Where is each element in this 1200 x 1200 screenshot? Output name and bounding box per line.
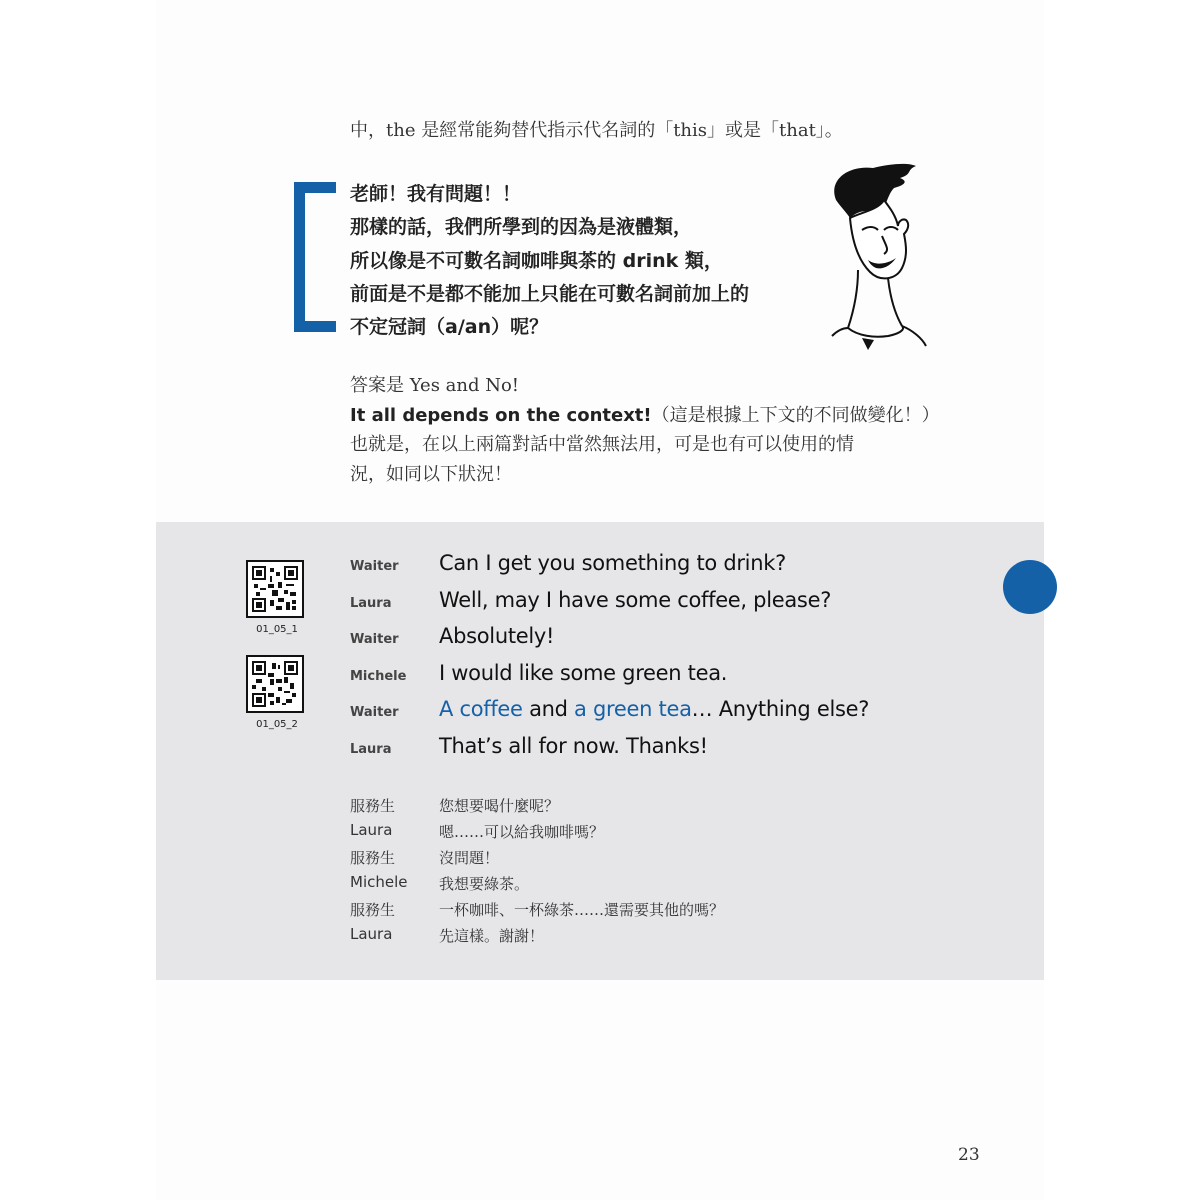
- noun-highlight: coffee: [453, 697, 523, 721]
- qr-code-2[interactable]: [246, 655, 304, 713]
- translation-speaker: 服務生: [350, 901, 396, 919]
- qr-code-label: 01_05_1: [256, 624, 298, 635]
- translation-line: 沒問題！: [439, 849, 500, 867]
- answer-line-4: 況，如同以下狀況！: [350, 463, 512, 485]
- page-number: 23: [958, 1145, 980, 1165]
- answer-line-3: 也就是，在以上兩篇對話中當然無法用，可是也有可以使用的情: [350, 434, 854, 455]
- qr-code-1[interactable]: [246, 560, 304, 618]
- dialogue-line: [439, 697, 869, 721]
- dialogue-text: and: [522, 697, 575, 721]
- article-highlight: a: [574, 697, 587, 721]
- question-bracket: [294, 182, 336, 332]
- section-marker-dot: [1003, 560, 1057, 614]
- question-line: 前面是不是都不能加上只能在可數名詞前加上的: [350, 282, 750, 305]
- answer-line-1: 答案是 Yes and No!: [350, 375, 520, 396]
- answer-line-2: [350, 401, 940, 431]
- dialogue-text: … Anything else?: [691, 697, 870, 721]
- translation-line: 我想要綠茶。: [439, 875, 530, 893]
- translation-line: 一杯咖啡、一杯綠茶……還需要其他的嗎？: [439, 901, 725, 919]
- translation-line: 嗯……可以給我咖啡嗎？: [439, 823, 605, 841]
- dialogue-speaker: Laura: [350, 742, 392, 757]
- dialogue-speaker: Waiter: [350, 632, 399, 647]
- qr-code-icon: [252, 661, 298, 707]
- dialogue-line: That’s all for now. Thanks!: [439, 734, 708, 758]
- translation-line: 您想要喝什麼呢？: [439, 797, 560, 815]
- dialogue-line: I would like some green tea.: [439, 661, 728, 685]
- question-line: 所以像是不可數名詞咖啡與茶的 drink 類，: [350, 249, 723, 272]
- translation-line: 先這樣。謝謝！: [439, 927, 545, 945]
- question-line: 那樣的話，我們所學到的因為是液體類，: [350, 216, 693, 239]
- translation-speaker: 服務生: [350, 849, 396, 867]
- answer-key-phrase: It all depends on the context!: [350, 404, 652, 426]
- translation-speaker: Laura: [350, 925, 393, 943]
- question-line: 不定冠詞（a/an）呢？: [350, 316, 549, 339]
- dialogue-speaker: Michele: [350, 669, 407, 684]
- student-question: [350, 178, 749, 344]
- dialogue-speaker: Waiter: [350, 705, 399, 720]
- qr-code-label: 01_05_2: [256, 719, 298, 730]
- dialogue-line: Can I get you something to drink?: [439, 551, 786, 575]
- dialogue-line: Well, may I have some coffee, please?: [439, 588, 832, 612]
- noun-highlight: green tea: [586, 697, 692, 721]
- answer-explanation: （這是根據上下文的不同做變化！）: [651, 404, 940, 426]
- translation-speaker: Laura: [350, 821, 393, 839]
- dialogue-speaker: Waiter: [350, 559, 399, 574]
- student-cartoon-illustration: [818, 160, 933, 355]
- translation-speaker: Michele: [350, 873, 408, 891]
- qr-code-icon: [252, 566, 298, 612]
- dialogue-speaker: Laura: [350, 596, 392, 611]
- question-line: 老師！我有問題！！: [350, 183, 522, 205]
- intro-line: 中，the 是經常能夠替代指示代名詞的「this」或是「that」。: [350, 120, 843, 141]
- answer-block: [350, 371, 940, 489]
- dialogue-line: Absolutely!: [439, 624, 555, 648]
- article-highlight: A: [439, 697, 454, 721]
- translation-speaker: 服務生: [350, 797, 396, 815]
